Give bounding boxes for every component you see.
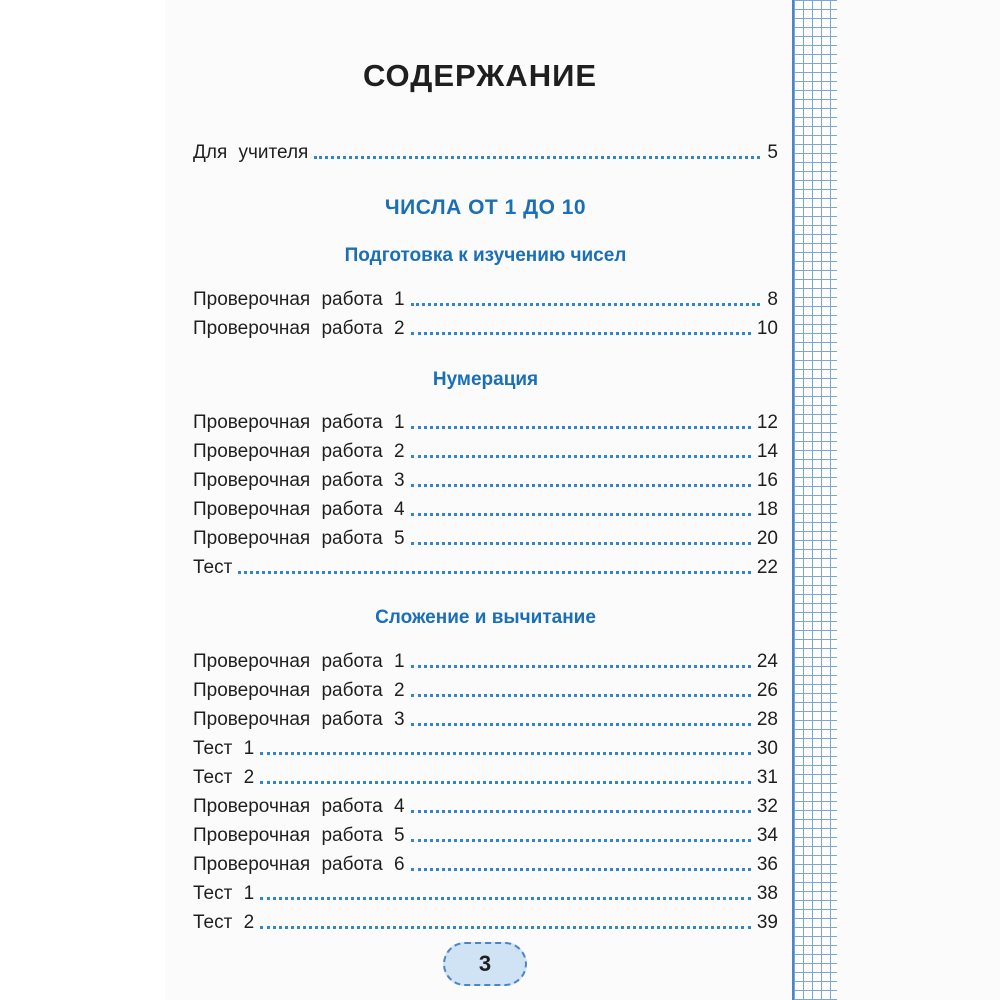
page-number-badge xyxy=(443,942,527,986)
toc-entry[interactable] xyxy=(193,464,778,492)
toc-entry-label: Проверочная работа 5 xyxy=(193,528,405,549)
toc-entry-label: Тест 2 xyxy=(193,767,255,788)
toc-entry-page: 36 xyxy=(756,854,778,875)
toc-entry-page: 28 xyxy=(756,709,778,730)
toc-entry-page: 20 xyxy=(756,528,778,549)
toc-entry-label: Для учителя xyxy=(193,142,309,163)
toc-entry-page: 22 xyxy=(756,557,778,578)
toc-entry-label: Проверочная работа 4 xyxy=(193,796,405,817)
dot-leader xyxy=(411,665,751,668)
dot-leader xyxy=(411,484,751,487)
toc-entry-page: 38 xyxy=(756,883,778,904)
toc-entry-page: 39 xyxy=(756,912,778,933)
toc-entry-teacher[interactable] xyxy=(193,136,778,164)
toc-entry[interactable] xyxy=(193,761,778,789)
toc-entry-label: Тест 2 xyxy=(193,912,255,933)
dot-leader xyxy=(238,571,751,574)
dot-leader xyxy=(411,810,751,813)
toc-entry-label: Проверочная работа 1 xyxy=(193,289,405,310)
toc-entry-label: Проверочная работа 4 xyxy=(193,499,405,520)
toc-entry-label: Проверочная работа 3 xyxy=(193,470,405,491)
dot-leader xyxy=(411,839,751,842)
toc-entry[interactable] xyxy=(193,848,778,876)
dot-leader xyxy=(260,897,751,900)
dot-leader xyxy=(314,156,760,159)
toc-entry-page: 30 xyxy=(756,738,778,759)
toc-entry-label: Проверочная работа 2 xyxy=(193,441,405,462)
toc-entry-page: 26 xyxy=(756,680,778,701)
toc-entry[interactable] xyxy=(193,312,778,340)
toc-entry[interactable] xyxy=(193,732,778,760)
dot-leader xyxy=(260,752,751,755)
toc-entry-page: 18 xyxy=(756,499,778,520)
group-heading-prep: Подготовка к изучению чисел xyxy=(344,245,627,266)
toc-entry-label: Тест 1 xyxy=(193,883,255,904)
toc-entry-page: 8 xyxy=(767,289,778,310)
toc-entry[interactable] xyxy=(193,283,778,311)
toc-entry-label: Проверочная работа 2 xyxy=(193,318,405,339)
toc-entry[interactable] xyxy=(193,645,778,673)
group-heading-numeration: Нумерация xyxy=(432,369,539,390)
toc-entry[interactable] xyxy=(193,790,778,818)
dot-leader xyxy=(411,868,751,871)
dot-leader xyxy=(411,303,760,306)
toc-entry-page: 16 xyxy=(756,470,778,491)
dot-leader xyxy=(411,332,751,335)
toc-entry-page: 14 xyxy=(756,441,778,462)
toc-entry-label: Проверочная работа 2 xyxy=(193,680,405,701)
toc-entry-label: Проверочная работа 1 xyxy=(193,412,405,433)
dot-leader xyxy=(260,926,751,929)
dot-leader xyxy=(411,723,751,726)
toc-entry[interactable] xyxy=(193,877,778,905)
toc-entry[interactable] xyxy=(193,406,778,434)
page-number: 3 xyxy=(478,951,492,976)
toc-entry-label: Проверочная работа 6 xyxy=(193,854,405,875)
dot-leader xyxy=(411,542,751,545)
toc-entry[interactable] xyxy=(193,435,778,463)
page-title: СОДЕРЖАНИЕ xyxy=(362,58,598,93)
toc-entry-page: 32 xyxy=(756,796,778,817)
dot-leader xyxy=(411,426,751,429)
toc-entry-page: 34 xyxy=(756,825,778,846)
toc-entry-label: Проверочная работа 1 xyxy=(193,651,405,672)
dot-leader xyxy=(411,694,751,697)
toc-entry[interactable] xyxy=(193,819,778,847)
dot-leader xyxy=(411,513,751,516)
toc-entry-page: 5 xyxy=(767,142,778,163)
toc-entry-label: Проверочная работа 3 xyxy=(193,709,405,730)
toc-entry-label: Проверочная работа 5 xyxy=(193,825,405,846)
toc-entry[interactable] xyxy=(193,674,778,702)
toc-entry[interactable] xyxy=(193,522,778,550)
toc-entry-page: 12 xyxy=(756,412,778,433)
dot-leader xyxy=(411,455,751,458)
toc-entry[interactable] xyxy=(193,493,778,521)
toc-entry[interactable] xyxy=(193,551,778,579)
toc-entry[interactable] xyxy=(193,703,778,731)
dot-leader xyxy=(260,781,751,784)
toc-entry-page: 24 xyxy=(756,651,778,672)
toc-entry[interactable] xyxy=(193,906,778,934)
section-title: ЧИСЛА ОТ 1 ДО 10 xyxy=(384,196,587,219)
group-heading-addsub: Сложение и вычитание xyxy=(375,607,596,628)
toc-entry-page: 31 xyxy=(756,767,778,788)
toc-entry-label: Тест xyxy=(193,557,233,578)
toc-entry-label: Тест 1 xyxy=(193,738,255,759)
toc-entry-page: 10 xyxy=(756,318,778,339)
